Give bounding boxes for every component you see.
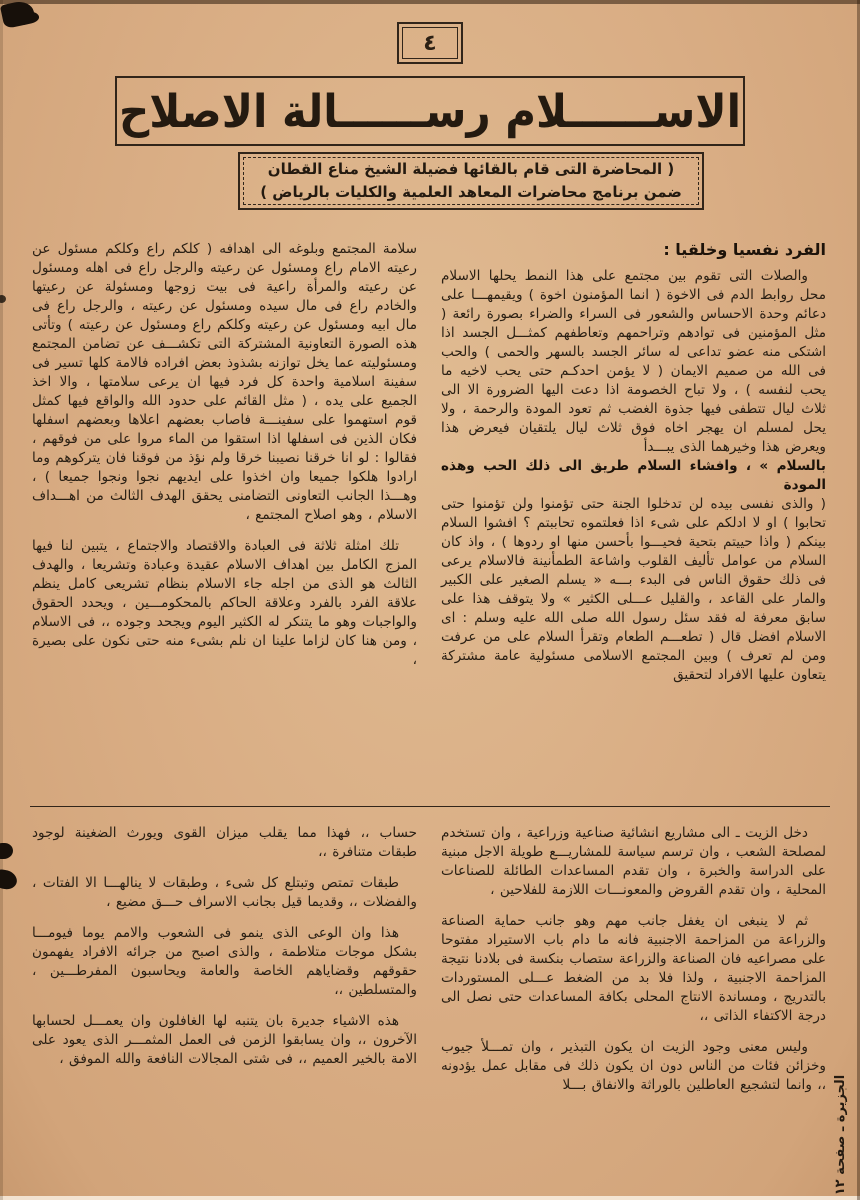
paragraph: والصلات التى تقوم بين مجتمع على هذا النمط يحلها الاسلام محل روابط الدم فى الاخوة ( انما المؤمنون اخوة ) ويقيمهـــا على دعائم وحدة الاحساس والشعور فى السراء والضراء بصورة رائعة ( مثل المؤمنين فى توادهم وتراحمهم وتعاطفهم كمثـــل الجسد اذا اشتكى منه عضو تداعى له سائر الجسد بالسهر والحمى ) والحب فى الله من صميم الايمان ( لا يؤمن احدكـم حتى يحب لاخيه ما يحب لنفسه ) ، ولا تباح الخصومة اذا دعت اليها الضرورة الا الى ثلاث ليال تتطفى فيها جذوة الغضب ثم تعود المودة والرحمة ، ولا يحل لمسلم ان يهجر اخاه فوق ثلاث ليال يلتقيان فيعرض هذا ويعرض هذا وخيرهما الذى يبـــدأ xyxy=(441,268,826,455)
column-left-bottom xyxy=(32,824,417,1184)
paper-damage-mark xyxy=(0,295,6,303)
paragraph: حساب ،، فهذا مما يقلب ميزان القوى ويورث الضغينة لوجود طبقات متنافرة ،، xyxy=(32,825,417,860)
column-right-top xyxy=(441,240,826,798)
article-title-box xyxy=(115,76,745,146)
page-footer: الجزيرة ـ صفحة ١٢ xyxy=(833,1074,848,1196)
paragraph: طبقات تمتص وتبتلع كل شىء ، وطبقات لا ينالهـــا الا الفتات ، والفضلات ،، وقديما قيل بجانب الاسراف حـــق مضيع ، xyxy=(32,875,417,910)
lecture-note-box xyxy=(238,152,704,210)
paper-damage-mark xyxy=(0,0,36,29)
article-body-top xyxy=(32,240,826,798)
lecture-note-line2: ضمن برنامج محاضرات المعاهد العلمية والكليات بالرياض ) xyxy=(260,183,682,201)
paragraph: سلامة المجتمع وبلوغه الى اهدافه ( كلكم راع وكلكم مسئول عن رعيته الامام راع ومسئول عن رعيته والرجل راع فى اهله ومسئول عن رعيته والمرأة راعية فى بيت زوجها ومسئولة عن رعيتها والخادم راع فى مال سيده ومسئول عن رعيته ، والرجل راع فى مال ابيه ومسئول عن رعيته وكلكم راع ومسئول عن رعيته ) وتأتى هذه الصورة التعاونية المشتركة التى تكشـــف عن تضامن المجتمع ومسئوليته عما يخل توازنه بشذوذ بعض افراده فالامة كلها تسير فى سفينة اسلامية واحدة كل فرد فيها ان يرعى سلامتها ، والا اخذ الجميع على يده ، ( مثل القائم على حدود الله والواقع فيها كمثل قوم استهموا على سفينـــة فاصاب بعضهم اعلاها وبعضهم اسفلها فكان الذين فى اسفلها اذا استقوا من الماء مروا على من فوقهم ، فقالوا : لو انا خرقنا نصيبنا خرقا ولم نؤذ من فوقنا فان يتركوهم وما ارادوا هلكوا جميعا وان اخذوا على ايديهم نجوا ونجوا جميعا ) ، وهـــذا الجانب التعاونى التضامنى يحقق الهدف الثالث من اهـــداف الاسلام ، وهو اصلاح المجتمع ، xyxy=(32,241,417,523)
paragraph: تلك امثلة ثلاثة فى العبادة والاقتصاد والاجتماع ، يتبين لنا فيها المزج الكامل بين اهداف الاسلام عقيدة وعبادة وتشريعا ، والهدف الثالث هو الذى من اجله جاء الاسلام بنظام تشريعى كامل ينظم علاقة الفرد بالفرد وعلاقة الحاكم بالمحكومـــين ، ويحدد الحقوق والواجبات وهو ما يتنكر له الكثير اليوم ويجحد وجوده ،، فى الاسلام ، ومن هنا كان لزاما علينا ان نلم بشىء منه حتى نكون على بصيرة ، xyxy=(32,538,417,668)
paragraph: بالسلام » ، وافشاء السلام طريق الى ذلك الحب وهذه المودة xyxy=(441,458,826,493)
page-number: ٤ xyxy=(402,27,458,59)
paragraph: ثم لا ينبغى ان يغفل جانب مهم وهو جانب حماية الصناعة والزراعة من المزاحمة الاجنبية فانه ما دام باب الاستيراد مفتوحا على مصراعيه فان الصناعة والزراعة ستصاب بنكسة فى بلادنا نتيجة المزاحمة الاجنبية ، ولذا فلا بد من الضغط عـــلى المستوردات بالتدريج ، ومساندة الانتاج المحلى بكافة المساعدات حتى نصل الى درجة الاكتفاء الذاتى ،، xyxy=(441,913,826,1024)
paragraph: هذه الاشياء جديرة بان يتنبه لها الغافلون وان يعمـــل لحسابها الآخرون ،، وان يسابقوا الزمن فى العمل المثمـــر الذى يعود على الامة بالخير العميم ،، فى شتى المجالات النافعة والله الموفق ، xyxy=(32,1013,417,1067)
paragraph: دخل الزيت ـ الى مشاريع انشائية صناعية وزراعية ، وان تستخدم لمصلحة الشعب ، وان ترسم سياسة للمشاريـــع طويلة الاجل مبنية على الدراسة والخبرة ، وان تقدم المساعدات الطائلة للصناعات المحلية ، وان تقدم القروض والمعونـــات اللازمة للفلاحين ، xyxy=(441,825,826,898)
section-divider xyxy=(30,806,830,807)
paragraph: وليس معنى وجود الزيت ان يكون التبذير ، وان تمـــلأ جيوب وخزائن فئات من الناس دون ان يكون ذلك فى مقابل عمل يؤدونه ،، وانما لتشجيع العاطلين بالوراثة والانفاق بـــلا xyxy=(441,1039,826,1093)
section-heading: الفرد نفسيا وخلقيا : xyxy=(663,240,826,259)
column-left-top xyxy=(32,240,417,798)
paragraph: ( والذى نفسى بيده لن تدخلوا الجنة حتى تؤمنوا ولن تؤمنوا حتى تحابوا ) او لا ادلكم على شىء اذا فعلتموه تحاببتم ؟ افشوا السلام بينكم ( واذا حييتم بتحية فحيـــوا بأحسن منها او ردوها ) ، واذ كان السلام من عوامل تأليف القلوب واشاعة الطمأنينة فالاسلام يرعى فى ذلك حقوق الناس فى البدء بـــه « يسلم الصغير على الكبير والمار على القاعد ، والقليل عـــلى الكثير » ولا يتوقف هذا على سابق معرفة له فقد سئل رسول الله صلى الله عليه وسلم : اى الاسلام افضل قال ( تطعـــم الطعام وتقرأ السلام على من عرفت ومن لم تعرف ) وبين المجتمع الاسلامى مسئولية عامة مشتركة يتعاون عليها الافراد لتحقيق xyxy=(441,496,826,683)
lecture-note-line1: ( المحاضرة التى قام بالقائها فضيلة الشيخ مناع القطان xyxy=(267,159,675,178)
paper-damage-mark xyxy=(0,843,13,859)
paragraph: هذا وان الوعى الذى ينمو فى الشعوب والامم يوما فيومـــا بشكل موجات متلاطمة ، والذى اصبح من جرائه الافراد يفهمون حقوقهم وقضاياهم الخاصة والعامة ويحاسبون المفرطـــين ، والمتسلطين ،، xyxy=(32,925,417,998)
page-number-box xyxy=(397,22,463,64)
article-body-bottom xyxy=(32,824,826,1184)
article-title: الاســــــلام رســــــالة الاصلاح xyxy=(118,84,742,138)
paper-damage-mark xyxy=(0,868,18,890)
column-right-bottom xyxy=(441,824,826,1184)
